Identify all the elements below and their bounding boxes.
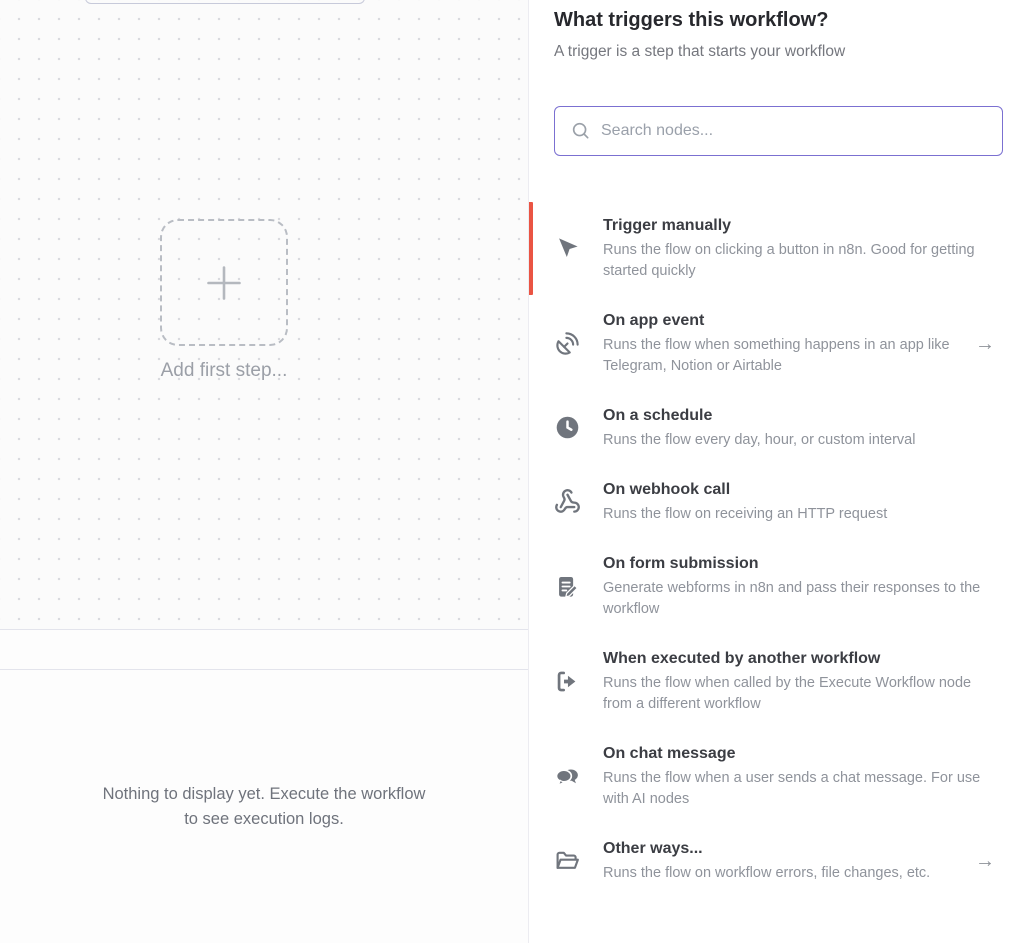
active-item-indicator <box>529 202 533 295</box>
trigger-list <box>554 201 1003 898</box>
panel-title: What triggers this workflow? <box>554 9 829 31</box>
item-on-webhook-call[interactable] <box>554 465 1003 539</box>
item-description: Generate webforms in n8n and pass their responses to the workflow <box>603 580 981 617</box>
clock-icon <box>554 414 581 441</box>
item-description: Runs the flow when a user sends a chat message. For use with AI nodes <box>603 770 981 807</box>
item-other-ways[interactable] <box>554 824 1003 898</box>
item-title: Trigger manually <box>603 217 732 234</box>
item-description: Runs the flow on clicking a button in n8n. Good for getting started quickly <box>603 242 975 279</box>
chevron-right-arrow-icon: → <box>975 332 995 355</box>
item-on-chat-message[interactable] <box>554 729 1003 824</box>
item-trigger-manually[interactable] <box>554 201 1003 296</box>
form-pencil-icon <box>554 573 581 600</box>
item-on-app-event[interactable] <box>554 296 1003 391</box>
folder-open-icon <box>554 847 581 874</box>
item-title: On a schedule <box>603 407 713 424</box>
item-on-a-schedule[interactable] <box>554 391 1003 465</box>
triggers-panel <box>528 0 1024 943</box>
chat-bubbles-icon <box>554 763 581 790</box>
item-title: On chat message <box>603 745 736 762</box>
satellite-dish-icon <box>554 330 581 357</box>
item-title: On webhook call <box>603 481 731 498</box>
item-title: On app event <box>603 312 705 329</box>
cursor-icon <box>554 235 581 262</box>
canvas-top-element-remnant <box>85 0 365 4</box>
logs-empty-state <box>40 782 488 832</box>
item-title: On form submission <box>603 555 759 572</box>
item-description: Runs the flow every day, hour, or custom interval <box>603 432 916 448</box>
item-description: Runs the flow on workflow errors, file changes, etc. <box>603 865 931 881</box>
exit-arrow-icon <box>554 668 581 695</box>
plus-icon <box>204 263 244 303</box>
search-wrap <box>554 106 1003 156</box>
add-first-step-button[interactable] <box>160 219 288 346</box>
item-description: Runs the flow when something happens in an app like Telegram, Notion or Airtable <box>603 337 950 374</box>
logs-empty-text: Nothing to display yet. Execute the workflow to see execution logs. <box>102 785 426 828</box>
add-first-step-label: Add first step... <box>160 360 288 381</box>
search-input[interactable] <box>554 106 1003 156</box>
webhook-icon <box>554 488 581 515</box>
item-on-form-submission[interactable] <box>554 539 1003 634</box>
item-title: Other ways... <box>603 840 703 857</box>
logs-panel-body <box>0 670 528 943</box>
panel-subtitle: A trigger is a step that starts your workflow <box>554 43 846 60</box>
workflow-canvas[interactable] <box>0 0 528 630</box>
logs-panel-header[interactable] <box>0 630 528 670</box>
item-title: When executed by another workflow <box>603 650 881 667</box>
magnifier-icon <box>570 120 592 142</box>
item-when-executed-by-another-workflow[interactable] <box>554 634 1003 729</box>
item-description: Runs the flow on receiving an HTTP request <box>603 506 888 522</box>
chevron-right-arrow-icon: → <box>975 850 995 872</box>
item-description: Runs the flow when called by the Execute Workflow node from a different workflow <box>603 675 972 712</box>
